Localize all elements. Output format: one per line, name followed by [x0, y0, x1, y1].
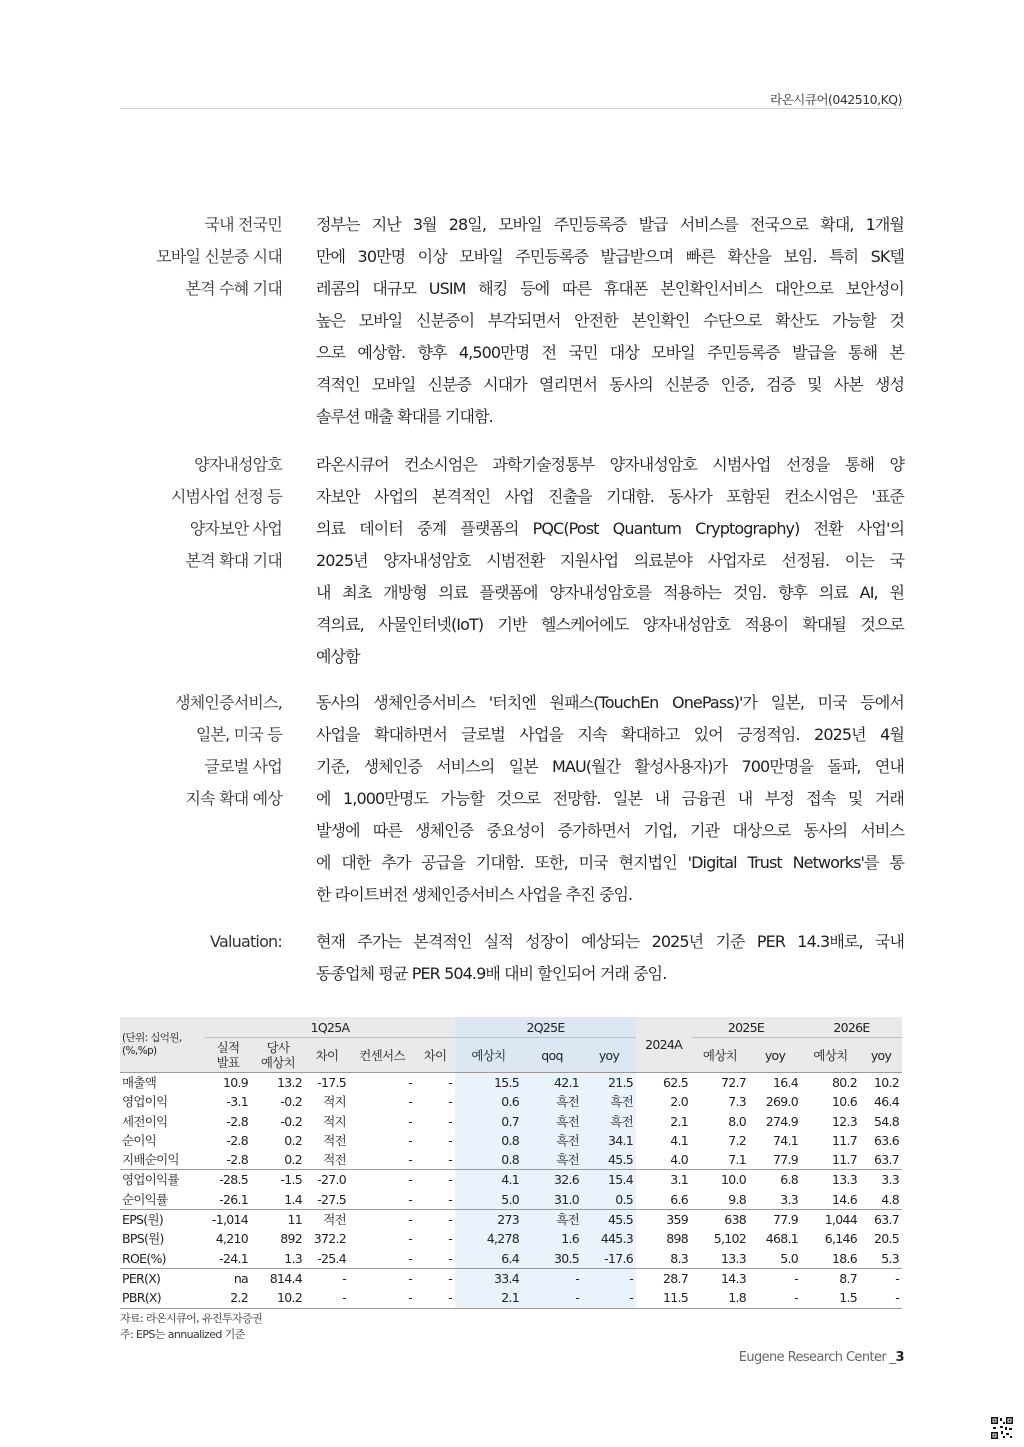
table-cell: -17.5: [305, 1073, 349, 1093]
table-cell: 32.6: [522, 1170, 582, 1190]
table-cell: -2.8: [226, 1132, 248, 1148]
table-cell: -27.5: [317, 1191, 346, 1207]
table-cell: -: [448, 1250, 452, 1266]
table-cell: 0.6: [455, 1092, 522, 1111]
label-line: 글로벌 사업: [204, 757, 282, 776]
table-cell: -: [522, 1288, 582, 1308]
sub-header: 컨센서스: [359, 1048, 405, 1063]
table-cell: -: [415, 1073, 455, 1093]
sub-header: 예상치: [813, 1048, 848, 1063]
row-label: 세전이익: [122, 1113, 168, 1129]
group-header: 2026E: [801, 1017, 902, 1038]
table-cell: 33.4: [455, 1268, 522, 1288]
table-cell: 5.0: [780, 1250, 798, 1266]
table-cell: -26.1: [219, 1191, 248, 1207]
table-cell: 1.3: [284, 1250, 302, 1266]
table-cell: 898: [666, 1231, 688, 1247]
table-cell: 흑전: [522, 1150, 582, 1170]
row-label: BPS(원): [122, 1231, 164, 1247]
table-row: [120, 1268, 902, 1288]
table-cell: 8.7: [801, 1268, 860, 1288]
table-cell: -24.1: [219, 1250, 248, 1266]
row-label: 매출액: [120, 1073, 205, 1093]
sub-header: 예상치: [702, 1048, 738, 1063]
table-cell: -: [582, 1288, 636, 1308]
table-cell: 11.5: [636, 1288, 691, 1308]
body-line: 레콤의 대규모 USIM 해킹 등에 따른 휴대폰 본인확인서비스 대안으로 보안성이: [316, 279, 904, 298]
body-line: 자보안 사업의 본격적인 사업 진출을 기대함. 동사가 포함된 컨소시엄은 '표준: [316, 487, 904, 506]
table-cell: 80.2: [801, 1073, 860, 1093]
table-cell: 13.2: [251, 1073, 305, 1093]
table-cell: 10.6: [831, 1094, 857, 1110]
table-cell: 63.6: [873, 1132, 899, 1148]
section-label: [120, 449, 282, 577]
group-header: 2024A: [645, 1037, 682, 1052]
unit-line: (단위: 십억원,: [122, 1031, 182, 1044]
table-cell: 4.0: [670, 1152, 688, 1168]
sub-header: yoy: [870, 1047, 892, 1063]
table-cell: -: [582, 1268, 636, 1288]
document-header-title: 라온시큐어(042510,KQ): [770, 92, 902, 107]
table-cell: 45.5: [582, 1150, 636, 1170]
table-cell: 4,278: [455, 1229, 522, 1248]
table-cell: -2.8: [226, 1152, 248, 1168]
table-cell: 28.7: [636, 1268, 691, 1288]
body-line: 한 라이트버전 생체인증서비스 사업을 추진 중임.: [316, 885, 633, 904]
table-cell: 0.8: [455, 1150, 522, 1170]
table-cell: 1,044: [801, 1210, 860, 1230]
label-line: 양자보안 사업: [189, 519, 282, 538]
table-row: [120, 1288, 902, 1308]
table-cell: 5.0: [455, 1190, 522, 1210]
table-cell: -: [408, 1191, 412, 1207]
table-row: [120, 1150, 902, 1170]
table-cell: -: [448, 1132, 452, 1148]
table-cell: 흑전: [582, 1112, 636, 1131]
table-cell: 21.5: [582, 1073, 636, 1093]
table-cell: 77.9: [772, 1152, 798, 1168]
table-cell: -: [448, 1191, 452, 1207]
table-cell: 0.2: [284, 1132, 302, 1148]
table-cell: 2.1: [670, 1113, 688, 1129]
table-cell: -: [415, 1210, 455, 1230]
table-cell: 적전: [305, 1210, 349, 1230]
table-cell: 10.9: [205, 1073, 251, 1093]
unit-label: [120, 1017, 205, 1073]
table-cell: 10.2: [860, 1073, 902, 1093]
section-label: [120, 926, 282, 958]
table-cell: 14.6: [831, 1191, 857, 1207]
table-cell: 7.2: [728, 1132, 746, 1148]
body-line: 정부는 지난 3월 28일, 모바일 주민등록증 발급 서비스를 전국으로 확대, 1개월: [316, 215, 904, 234]
table-row: [120, 1112, 902, 1131]
table-cell: 15.5: [455, 1073, 522, 1093]
row-label: EPS(원): [120, 1210, 205, 1230]
body-line: 격의료, 사물인터넷(IoT) 기반 헬스케어에도 양자내성암호 적용이 확대될 것으로: [316, 615, 904, 634]
table-cell: 적지: [323, 1094, 346, 1110]
body-line: 동종업체 평균 PER 504.9배 대비 할인되어 거래 중임.: [316, 964, 667, 983]
row-label: ROE(%): [122, 1250, 166, 1266]
table-cell: 10.2: [251, 1288, 305, 1308]
source-note: 자료: 라온시큐어, 유진투자증권: [120, 1311, 263, 1325]
table-row: [120, 1229, 902, 1248]
sub-header-line: 당사: [266, 1040, 290, 1055]
table-cell: -: [448, 1094, 452, 1110]
sub-header: qoq: [522, 1038, 582, 1073]
table-row: [120, 1073, 902, 1093]
table-cell: -25.4: [317, 1250, 346, 1266]
table-cell: 14.3: [691, 1268, 749, 1288]
sub-header: yoy: [582, 1038, 636, 1073]
table-cell: 흑전: [522, 1112, 582, 1131]
row-label: 순이익률: [122, 1191, 168, 1207]
table-cell: 0.2: [284, 1152, 302, 1168]
table-cell: -: [349, 1210, 415, 1230]
section-body: [316, 209, 904, 433]
table-cell: 0.7: [455, 1112, 522, 1131]
table-cell: 77.9: [749, 1210, 801, 1230]
table-subheader-row: [120, 1038, 902, 1073]
table-cell: 31.0: [522, 1190, 582, 1210]
table-cell: 6.8: [749, 1170, 801, 1190]
table-cell: 42.1: [522, 1073, 582, 1093]
group-header: 1Q25A: [205, 1017, 455, 1038]
table-cell: 10.0: [691, 1170, 749, 1190]
row-label: 영업이익: [122, 1094, 168, 1110]
table-cell: -1.5: [251, 1170, 305, 1190]
table-cell: 2.2: [205, 1288, 251, 1308]
table-notes: [120, 1311, 902, 1343]
table-cell: 74.1: [772, 1132, 798, 1148]
row-label: PBR(X): [120, 1288, 205, 1308]
table-cell: 638: [691, 1210, 749, 1230]
table-cell: 11.7: [831, 1152, 857, 1168]
table-cell: 4.1: [455, 1170, 522, 1190]
section-label: [120, 209, 282, 305]
table-cell: 63.7: [860, 1210, 902, 1230]
table-cell: 6.6: [670, 1191, 688, 1207]
table-cell: 5,102: [713, 1231, 746, 1247]
page-footer: [739, 1350, 904, 1365]
table-cell: 18.6: [831, 1250, 857, 1266]
earnings-table-container: [120, 1017, 902, 1343]
table-cell: 359: [636, 1210, 691, 1230]
label-line: 모바일 신분증 시대: [156, 247, 282, 266]
table-cell: 445.3: [582, 1229, 636, 1248]
label-line: 생체인증서비스,: [175, 693, 282, 712]
table-cell: 0.8: [455, 1131, 522, 1150]
table-cell: 12.3: [831, 1113, 857, 1129]
table-cell: 45.5: [582, 1210, 636, 1230]
table-cell: 3.1: [636, 1170, 691, 1190]
table-cell: -17.6: [582, 1249, 636, 1269]
table-cell: 0.5: [582, 1190, 636, 1210]
body-line: 라온시큐어 컨소시엄은 과학기술정통부 양자내성암호 시범사업 선정을 통해 양: [316, 455, 904, 474]
table-cell: 269.0: [765, 1094, 798, 1110]
section-body: [316, 687, 904, 911]
table-cell: -: [448, 1152, 452, 1168]
qr-code-icon: [990, 1416, 1014, 1440]
table-cell: -: [408, 1231, 412, 1247]
body-line: 기준, 생체인증 서비스의 일본 MAU(월간 활성사용자)가 700만명을 돌파, 연내: [316, 757, 904, 776]
table-cell: -: [522, 1268, 582, 1288]
table-cell: 274.9: [765, 1113, 798, 1129]
table-cell: 34.1: [582, 1131, 636, 1150]
section-body: [316, 449, 904, 673]
table-cell: 2.0: [670, 1094, 688, 1110]
table-cell: 273: [455, 1210, 522, 1230]
table-cell: -: [408, 1113, 412, 1129]
table-cell: -: [448, 1231, 452, 1247]
table-cell: 적지: [323, 1113, 346, 1129]
table-cell: -: [408, 1250, 412, 1266]
table-cell: 63.7: [873, 1152, 899, 1168]
table-cell: -2.8: [226, 1113, 248, 1129]
table-cell: 8.3: [670, 1250, 688, 1266]
table-cell: -: [408, 1132, 412, 1148]
table-cell: 흑전: [522, 1131, 582, 1150]
table-cell: 5.3: [881, 1250, 899, 1266]
body-line: 에 1,000만명도 가능할 것으로 전망함. 일본 내 금융권 내 부정 접속 및 거래: [316, 789, 904, 808]
table-cell: 1.8: [691, 1288, 749, 1308]
label-line: Valuation:: [210, 932, 282, 951]
table-cell: 3.3: [860, 1170, 902, 1190]
table-cell: -: [749, 1288, 801, 1308]
table-cell: -3.1: [226, 1094, 248, 1110]
table-cell: 8.0: [728, 1113, 746, 1129]
table-row: [120, 1210, 902, 1230]
table-cell: -: [860, 1268, 902, 1288]
body-line: 의료 데이터 중계 플랫폼의 PQC(Post Quantum Cryptography) 전환 사업'의: [316, 519, 904, 538]
table-cell: 2.1: [455, 1288, 522, 1308]
body-line: 높은 모바일 신분증이 부각되면서 안전한 본인확인 수단으로 확산도 가능할 것: [316, 311, 904, 330]
row-label: 영업이익률: [120, 1170, 205, 1190]
table-cell: 20.5: [873, 1231, 899, 1247]
table-cell: 814.4: [251, 1268, 305, 1288]
table-cell: 11: [251, 1210, 305, 1230]
table-cell: -: [448, 1113, 452, 1129]
table-cell: -28.5: [205, 1170, 251, 1190]
table-cell: 7.3: [728, 1094, 746, 1110]
table-cell: 13.3: [801, 1170, 860, 1190]
table-cell: -27.0: [305, 1170, 349, 1190]
table-cell: -: [860, 1288, 902, 1308]
group-header: 2Q25E: [455, 1017, 636, 1038]
earnings-table: [120, 1017, 902, 1309]
section-label: [120, 687, 282, 815]
header-divider: [120, 108, 904, 109]
table-cell: 11.7: [831, 1132, 857, 1148]
table-cell: -: [349, 1288, 415, 1308]
label-line: 본격 확대 기대: [185, 551, 282, 570]
footer-text: Eugene Research Center _: [738, 1350, 896, 1365]
sub-header: [205, 1038, 251, 1073]
table-cell: 적전: [323, 1132, 346, 1148]
table-cell: -: [415, 1268, 455, 1288]
table-cell: 7.1: [728, 1152, 746, 1168]
body-line: 발생에 따른 생체인증 중요성이 증가하면서 기업, 기관 대상으로 동사의 서비스: [316, 821, 904, 840]
table-row: [120, 1092, 902, 1111]
table-cell: -: [305, 1288, 349, 1308]
table-row: [120, 1190, 902, 1210]
table-cell: 46.4: [873, 1094, 899, 1110]
body-line: 현재 주가는 본격적인 실적 성장이 예상되는 2025년 기준 PER 14.3배로, 국내: [316, 932, 904, 951]
body-line: 내 최초 개방형 의료 플랫폼에 양자내성암호를 적용하는 것임. 향후 의료 AI, 원: [316, 583, 904, 602]
table-cell: 1.6: [522, 1229, 582, 1248]
table-row: [120, 1131, 902, 1150]
table-cell: -: [415, 1288, 455, 1308]
table-cell: 9.8: [728, 1191, 746, 1207]
table-cell: 16.4: [749, 1073, 801, 1093]
sub-header: 예상치: [455, 1038, 522, 1073]
sub-header: 차이: [315, 1048, 339, 1063]
sub-header-line: 예상치: [260, 1055, 296, 1070]
table-cell: -: [349, 1268, 415, 1288]
body-line: 솔루션 매출 확대를 기대함.: [316, 407, 493, 426]
table-header-row: [120, 1017, 902, 1038]
unit-line: (%,%p): [122, 1044, 157, 1057]
table-cell: 30.5: [522, 1249, 582, 1269]
group-header: 2025E: [691, 1017, 801, 1038]
table-cell: 4.1: [670, 1132, 688, 1148]
row-label: PER(X): [120, 1268, 205, 1288]
sub-header: yoy: [764, 1047, 786, 1063]
label-line: 시범사업 선정 등: [170, 487, 282, 506]
table-cell: -: [305, 1268, 349, 1288]
table-cell: -: [349, 1170, 415, 1190]
table-cell: 6,146: [824, 1231, 857, 1247]
table-cell: 892: [280, 1231, 302, 1247]
table-cell: -: [415, 1170, 455, 1190]
row-label: 지배순이익: [122, 1152, 179, 1168]
body-line: 격적인 모바일 신분증 시대가 열리면서 동사의 신분증 인증, 검증 및 사본 생성: [316, 375, 904, 394]
table-cell: 372.2: [313, 1231, 346, 1247]
sub-header-line: 실적: [216, 1040, 240, 1055]
label-line: 일본, 미국 등: [195, 725, 282, 744]
table-cell: 72.7: [691, 1073, 749, 1093]
section-body: [316, 926, 904, 990]
table-cell: -: [408, 1152, 412, 1168]
label-line: 양자내성암호: [194, 455, 282, 474]
table-cell: 흑전: [522, 1092, 582, 1111]
body-line: 2025년 양자내성암호 시범전환 지원사업 의료분야 사업자로 선정됨. 이는 국: [316, 551, 904, 570]
table-cell: 흑전: [582, 1092, 636, 1111]
label-line: 국내 전국민: [204, 215, 282, 234]
table-cell: na: [205, 1268, 251, 1288]
row-label: 순이익: [122, 1132, 157, 1148]
table-cell: 13.3: [720, 1250, 746, 1266]
body-line: 으로 예상함. 향후 4,500만명 전 국민 대상 모바일 주민등록증 발급을 통해 본: [316, 343, 904, 362]
table-row: [120, 1170, 902, 1190]
table-cell: -: [349, 1073, 415, 1093]
table-cell: -: [749, 1268, 801, 1288]
table-cell: 468.1: [765, 1231, 798, 1247]
label-line: 지속 확대 예상: [185, 789, 282, 808]
body-line: 에 대한 추가 공급을 기대함. 또한, 미국 현지법인 'Digital Trust Networks'를 통: [316, 853, 904, 872]
table-cell: 3.3: [780, 1191, 798, 1207]
sub-header: 차이: [423, 1048, 447, 1063]
table-cell: 흑전: [522, 1210, 582, 1230]
table-cell: 1.5: [801, 1288, 860, 1308]
table-cell: 적전: [323, 1152, 346, 1168]
table-cell: 1.4: [284, 1191, 302, 1207]
table-cell: 62.5: [636, 1073, 691, 1093]
footnote: 주: EPS는 annualized 기준: [120, 1327, 245, 1341]
table-cell: 4.8: [881, 1191, 899, 1207]
body-line: 만에 30만명 이상 모바일 주민등록증 발급받으며 빠른 확산을 보임. 특히 SK텔: [316, 247, 904, 266]
body-line: 사업을 확대하면서 글로벌 사업을 지속 확대하고 있어 긍정적임. 2025년 4월: [316, 725, 904, 744]
body-line: 동사의 생체인증서비스 '터치엔 원패스(TouchEn OnePass)'가 일본, 미국 등에서: [316, 693, 904, 712]
table-body: [120, 1073, 902, 1309]
table-cell: -0.2: [280, 1113, 302, 1129]
table-row: [120, 1249, 902, 1269]
table-cell: -1,014: [205, 1210, 251, 1230]
body-line: 예상함: [316, 647, 360, 666]
label-line: 본격 수혜 기대: [185, 279, 282, 298]
table-cell: 15.4: [582, 1170, 636, 1190]
table-cell: -: [408, 1094, 412, 1110]
table-cell: 6.4: [455, 1249, 522, 1269]
page-number: 3: [895, 1350, 904, 1365]
sub-header: [251, 1038, 305, 1073]
table-cell: 4,210: [215, 1231, 248, 1247]
sub-header-line: 발표: [216, 1055, 240, 1070]
table-cell: -0.2: [280, 1094, 302, 1110]
table-cell: 54.8: [873, 1113, 899, 1129]
